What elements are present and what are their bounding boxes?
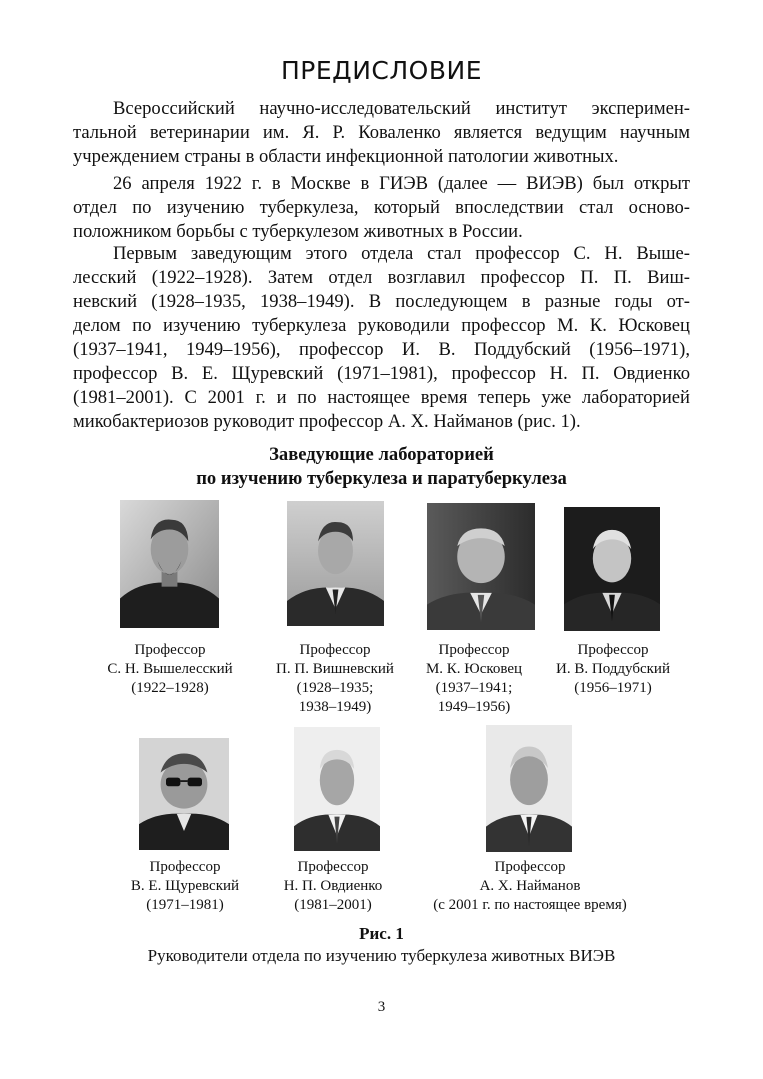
- paragraph-2: [73, 172, 690, 244]
- paragraph-line: Первым заведующим этого отдела стал профессор С. Н. Выше-: [113, 243, 690, 264]
- caption-title: Профессор: [297, 859, 369, 875]
- caption-years: (1922–1928): [131, 680, 209, 696]
- caption-years: (1928–1935;: [296, 680, 374, 696]
- page-title: ПРЕДИСЛОВИЕ: [281, 56, 482, 85]
- caption-name: В. Е. Щуревский: [130, 878, 240, 894]
- figure-caption: Руководители отдела по изучению туберкулеза животных ВИЭВ: [147, 946, 616, 965]
- paragraph-line: микобактериозов руководит профессор А. Х. Найманов (рис. 1).: [73, 411, 581, 432]
- portrait-caption: [265, 858, 401, 915]
- caption-years: 1949–1956): [437, 699, 511, 715]
- figure-heading-line: по изучению туберкулеза и паратуберкулеза: [196, 468, 567, 489]
- paragraph-line: тальной ветеринарии им. Я. Р. Коваленко является ведущим научным: [73, 122, 690, 143]
- paragraph-line: Всероссийский научно-исследовательский институт эксперимен-: [113, 98, 690, 119]
- figure-label: Рис. 1: [359, 924, 404, 943]
- portrait-photo: [294, 727, 380, 851]
- paragraph-3: [73, 242, 690, 434]
- caption-name: М. К. Юсковец: [425, 661, 523, 677]
- portrait-photo: [486, 725, 572, 852]
- portrait-photo: [564, 507, 660, 631]
- paragraph-line: делом по изучению туберкулеза руководили профессор М. К. Юсковец: [73, 315, 690, 336]
- portrait-caption: [90, 641, 250, 698]
- caption-years: (с 2001 г. по настоящее время): [433, 897, 627, 913]
- caption-name: С. Н. Вышелесский: [107, 661, 233, 677]
- portrait-photo: [120, 500, 219, 628]
- portrait-caption: [404, 641, 544, 717]
- paragraph-line: (1937–1941, 1949–1956), профессор И. В. Поддубский (1956–1971),: [73, 339, 690, 360]
- portrait-photo: [427, 503, 535, 630]
- figure-heading: [0, 443, 763, 491]
- portrait-photo: [139, 738, 229, 850]
- caption-title: Профессор: [438, 642, 510, 658]
- paragraph-line: положником борьбы с туберкулезом животных в России.: [73, 221, 523, 242]
- caption-years: (1956–1971): [574, 680, 652, 696]
- paragraph-line: профессор В. Е. Щуревский (1971–1981), профессор Н. П. Овдиенко: [73, 363, 690, 384]
- figure-heading-line: Заведующие лабораторией: [269, 444, 494, 465]
- caption-title: Профессор: [494, 859, 566, 875]
- caption-years: (1981–2001): [294, 897, 372, 913]
- caption-years: 1938–1949): [298, 699, 372, 715]
- paragraph-line: лесский (1922–1928). Затем отдел возглавил профессор П. П. Виш-: [73, 267, 690, 288]
- paragraph-line: 26 апреля 1922 г. в Москве в ГИЭВ (далее — ВИЭВ) был открыт: [113, 173, 690, 194]
- caption-years: (1971–1981): [146, 897, 224, 913]
- caption-name: И. В. Поддубский: [556, 661, 670, 677]
- caption-title: Профессор: [149, 859, 221, 875]
- caption-title: Профессор: [134, 642, 206, 658]
- paragraph-line: отдел по изучению туберкулеза, который впоследствии стал осново-: [73, 197, 690, 218]
- paragraph-1: [73, 97, 690, 169]
- paragraph-line: учреждением страны в области инфекционной патологии животных.: [73, 146, 619, 167]
- portrait-photo: [287, 501, 384, 626]
- caption-title: Профессор: [299, 642, 371, 658]
- page-number: 3: [377, 999, 386, 1015]
- caption-name: А. Х. Найманов: [479, 878, 581, 894]
- caption-name: Н. П. Овдиенко: [283, 878, 383, 894]
- paragraph-line: невский (1928–1935, 1938–1949). В последующем в разные годы от-: [73, 291, 690, 312]
- caption-name: П. П. Вишневский: [276, 661, 394, 677]
- portrait-caption: [255, 641, 415, 717]
- portrait-caption: [410, 858, 650, 915]
- portrait-caption: [543, 641, 683, 698]
- paragraph-line: (1981–2001). С 2001 г. и по настоящее время теперь уже лабораторией: [73, 387, 690, 408]
- portrait-caption: [115, 858, 255, 915]
- caption-title: Профессор: [577, 642, 649, 658]
- caption-years: (1937–1941;: [435, 680, 513, 696]
